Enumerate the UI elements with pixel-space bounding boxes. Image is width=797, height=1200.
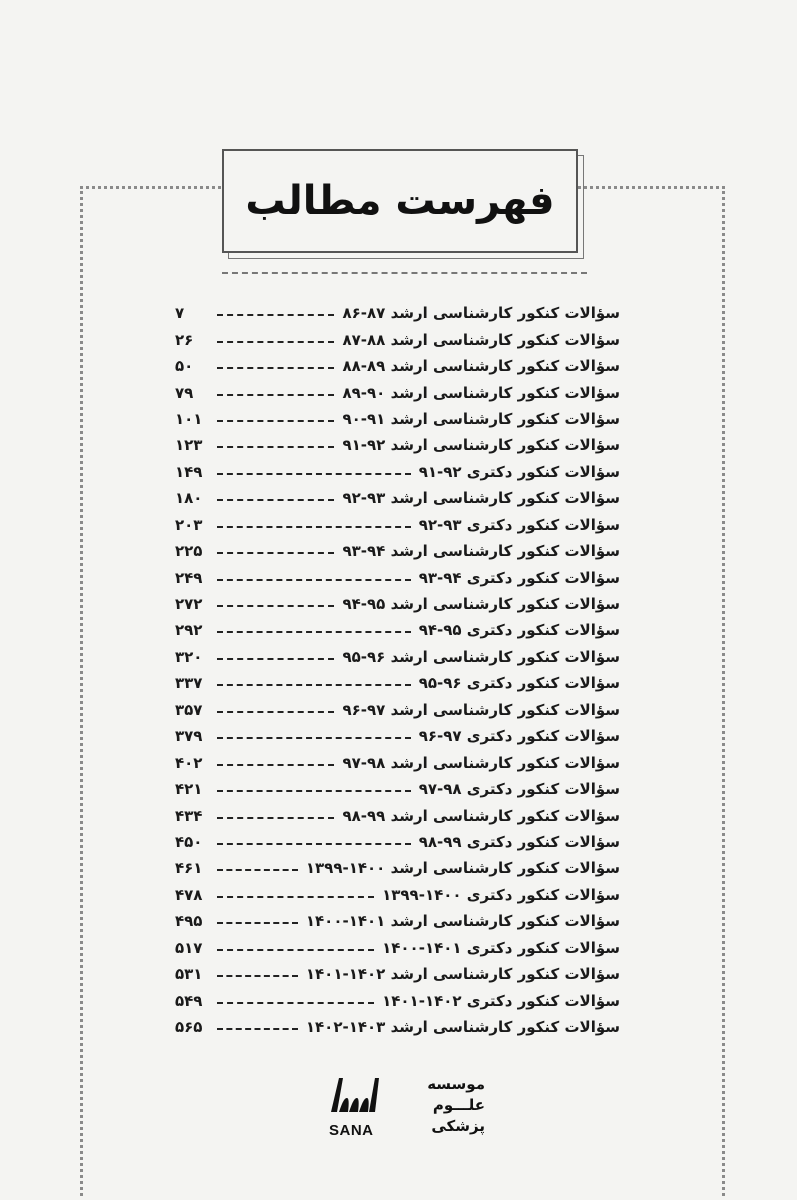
toc-entry (175, 379, 620, 405)
toc-leader (217, 552, 334, 554)
toc-entry-page: ۱۸۰ (175, 489, 203, 508)
toc-entry-title: سؤالات کنکور کارشناسی ارشد ۱۴۰۱-۱۴۰۰ (305, 912, 620, 931)
toc-entry-title: سؤالات کنکور کارشناسی ارشد ۹۳-۹۲ (342, 489, 620, 508)
toc-entry-title: سؤالات کنکور دکتری ۹۵-۹۴ (418, 621, 620, 640)
toc-entry-page: ۷۹ (175, 383, 194, 402)
toc-entry-title: سؤالات کنکور کارشناسی ارشد ۹۲-۹۱ (342, 436, 620, 455)
toc-entry (175, 697, 620, 723)
toc-entry (175, 538, 620, 564)
toc-leader (217, 764, 334, 766)
toc-entry-title: سؤالات کنکور کارشناسی ارشد ۱۴۰۳-۱۴۰۲ (305, 1018, 620, 1037)
logo-line-2: علـــوم (432, 1096, 485, 1114)
toc-leader (217, 790, 411, 792)
toc-entry (175, 406, 620, 432)
toc-entry-title: سؤالات کنکور کارشناسی ارشد ۸۹-۸۸ (342, 357, 620, 376)
toc-leader (217, 526, 411, 528)
toc-entry (175, 300, 620, 326)
toc-leader (217, 1002, 374, 1004)
toc-leader (217, 843, 411, 845)
toc-leader (217, 499, 334, 501)
toc-entry (175, 512, 620, 538)
toc-leader (217, 579, 411, 581)
logo-latin: SANA (329, 1122, 374, 1139)
toc-entry-title: سؤالات کنکور کارشناسی ارشد ۹۰-۸۹ (342, 383, 620, 402)
toc-entry-page: ۴۰۲ (175, 753, 203, 772)
toc-entry-title: سؤالات کنکور کارشناسی ارشد ۹۸-۹۷ (342, 753, 620, 772)
toc-entry-page: ۴۶۱ (175, 859, 203, 878)
toc-entry (175, 459, 620, 485)
toc-entry (175, 749, 620, 775)
toc-entry-page: ۱۰۱ (175, 409, 203, 428)
toc-entry (175, 987, 620, 1013)
table-of-contents (175, 300, 620, 1040)
toc-leader (217, 975, 298, 977)
toc-entry-page: ۳۲۰ (175, 647, 203, 666)
toc-entry (175, 326, 620, 352)
title-box (222, 149, 578, 253)
toc-entry (175, 829, 620, 855)
toc-leader (217, 446, 334, 448)
toc-entry-title: سؤالات کنکور کارشناسی ارشد ۹۹-۹۸ (342, 806, 620, 825)
publisher-logo (325, 1072, 485, 1144)
logo-line-3: پزشکی (431, 1117, 485, 1135)
toc-entry-page: ۴۳۴ (175, 806, 203, 825)
toc-entry (175, 617, 620, 643)
toc-entry (175, 908, 620, 934)
logo-line-1: موسسه (427, 1075, 485, 1093)
toc-entry-page: ۱۲۳ (175, 436, 203, 455)
toc-entry (175, 670, 620, 696)
toc-leader (217, 367, 334, 369)
toc-leader (217, 1028, 298, 1030)
toc-entry-page: ۴۵۰ (175, 832, 203, 851)
toc-entry (175, 353, 620, 379)
toc-leader (217, 341, 334, 343)
toc-entry (175, 1014, 620, 1040)
toc-entry-page: ۲۲۵ (175, 542, 203, 561)
toc-entry (175, 485, 620, 511)
toc-entry (175, 935, 620, 961)
toc-leader (217, 473, 411, 475)
toc-leader (217, 817, 334, 819)
toc-entry-page: ۵۳۱ (175, 965, 203, 984)
toc-leader (217, 605, 334, 607)
toc-entry (175, 564, 620, 590)
toc-entry-title: سؤالات کنکور دکتری ۹۳-۹۲ (418, 515, 620, 534)
toc-entry-page: ۲۷۲ (175, 595, 203, 614)
toc-entry-title: سؤالات کنکور کارشناسی ارشد ۱۴۰۲-۱۴۰۱ (305, 965, 620, 984)
title-divider (222, 272, 587, 274)
toc-entry-title: سؤالات کنکور کارشناسی ارشد ۸۸-۸۷ (342, 330, 620, 349)
toc-entry-page: ۴۲۱ (175, 780, 203, 799)
toc-entry-title: سؤالات کنکور دکتری ۹۴-۹۳ (418, 568, 620, 587)
toc-entry-title: سؤالات کنکور کارشناسی ارشد ۹۷-۹۶ (342, 700, 620, 719)
toc-entry-page: ۵۰ (175, 357, 194, 376)
toc-entry-title: سؤالات کنکور دکتری ۹۹-۹۸ (418, 832, 620, 851)
toc-leader (217, 869, 298, 871)
toc-entry (175, 432, 620, 458)
toc-entry-title: سؤالات کنکور دکتری ۱۴۰۲-۱۴۰۱ (382, 991, 620, 1010)
toc-entry (175, 802, 620, 828)
toc-entry (175, 961, 620, 987)
toc-entry-title: سؤالات کنکور کارشناسی ارشد ۸۷-۸۶ (342, 304, 620, 323)
toc-leader (217, 631, 411, 633)
toc-leader (217, 394, 334, 396)
toc-entry-title: سؤالات کنکور دکتری ۹۶-۹۵ (418, 674, 620, 693)
toc-entry-title: سؤالات کنکور کارشناسی ارشد ۹۴-۹۳ (342, 542, 620, 561)
toc-entry-page: ۵۱۷ (175, 938, 203, 957)
toc-leader (217, 737, 411, 739)
toc-leader (217, 711, 334, 713)
toc-entry-page: ۵۶۵ (175, 1018, 203, 1037)
toc-entry-title: سؤالات کنکور کارشناسی ارشد ۹۵-۹۴ (342, 595, 620, 614)
toc-entry-page: ۴۷۸ (175, 885, 203, 904)
toc-entry (175, 776, 620, 802)
toc-entry-title: سؤالات کنکور کارشناسی ارشد ۹۶-۹۵ (342, 647, 620, 666)
toc-entry-page: ۷ (175, 304, 185, 323)
toc-leader (217, 314, 334, 316)
toc-entry-page: ۳۵۷ (175, 700, 203, 719)
toc-entry-title: سؤالات کنکور دکتری ۹۷-۹۶ (418, 727, 620, 746)
page-title: فهرست مطالب (245, 178, 555, 224)
toc-leader (217, 949, 374, 951)
toc-entry-title: سؤالات کنکور کارشناسی ارشد ۱۴۰۰-۱۳۹۹ (305, 859, 620, 878)
logo-text (385, 1074, 485, 1137)
toc-entry-page: ۲۴۹ (175, 568, 203, 587)
toc-entry-page: ۲۹۲ (175, 621, 203, 640)
toc-leader (217, 658, 334, 660)
toc-entry-page: ۱۴۹ (175, 462, 203, 481)
toc-leader (217, 896, 374, 898)
toc-entry (175, 723, 620, 749)
sana-logo-icon (325, 1072, 385, 1128)
toc-entry-title: سؤالات کنکور دکتری ۹۸-۹۷ (418, 780, 620, 799)
toc-leader (217, 684, 411, 686)
toc-leader (217, 922, 298, 924)
toc-entry-title: سؤالات کنکور دکتری ۱۴۰۰-۱۳۹۹ (382, 885, 620, 904)
toc-leader (217, 420, 334, 422)
toc-entry (175, 644, 620, 670)
toc-entry-title: سؤالات کنکور کارشناسی ارشد ۹۱-۹۰ (342, 409, 620, 428)
toc-entry (175, 882, 620, 908)
toc-entry-page: ۲۶ (175, 330, 194, 349)
toc-entry (175, 591, 620, 617)
toc-entry (175, 855, 620, 881)
toc-entry-title: سؤالات کنکور دکتری ۱۴۰۱-۱۴۰۰ (382, 938, 620, 957)
toc-entry-title: سؤالات کنکور دکتری ۹۲-۹۱ (418, 462, 620, 481)
toc-entry-page: ۴۹۵ (175, 912, 203, 931)
toc-entry-page: ۳۳۷ (175, 674, 203, 693)
toc-entry-page: ۳۷۹ (175, 727, 203, 746)
toc-entry-page: ۵۴۹ (175, 991, 203, 1010)
toc-entry-page: ۲۰۳ (175, 515, 203, 534)
